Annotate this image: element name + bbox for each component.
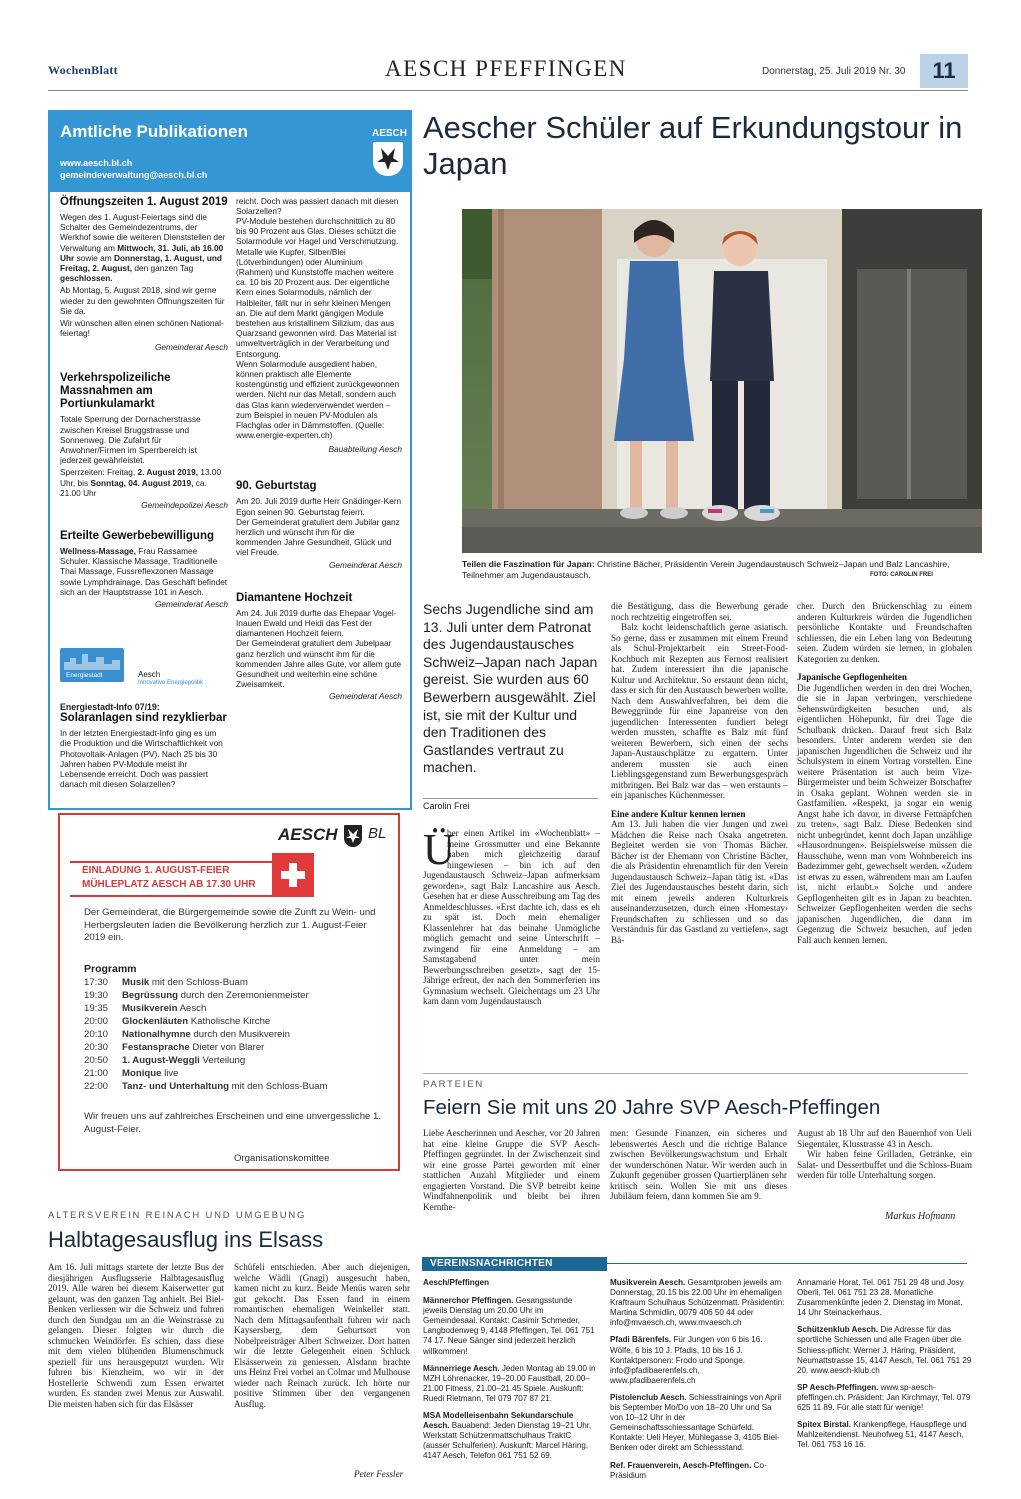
club-entry: Spitex Birstal. Krankenpflege, Hauspflege und Mahlzeitendienst. Neuhofweg 51, 4147 Aesch, Tel. 061 753 16 16. — [797, 1420, 967, 1450]
story-lead: Sechs Jugendliche sind am 13. Juli unter dem Patronat des Jugendaustausches Schweiz–Japan nach Japan gereist. Sie wurden aus 60 Bewerbern ausgewählt. Ziel ist, sie mit der Kultur und den Traditionen des Gastlandes vertraut zu machen. — [423, 601, 598, 776]
svp-signature: Markus Hofmann — [885, 1211, 956, 1222]
wedding-heading: Diamantene Hochzeit — [236, 591, 353, 604]
club-news-divider — [607, 1263, 967, 1264]
swiss-flag-icon — [272, 853, 314, 897]
official-publications-title: Amtliche Publikationen — [60, 122, 248, 141]
program-item: 17:30 Musik mit den Schloss-Buam — [84, 977, 248, 988]
club-news-column-1 — [423, 1278, 598, 1486]
birthday-heading: 90. Geburtstag — [236, 480, 317, 493]
page-number: 11 — [920, 54, 968, 88]
svp-divider — [423, 1073, 968, 1074]
program-item: 20:30 Festansprache Dieter von Blarer — [84, 1042, 265, 1053]
photo-credit: FOTO: CAROLIN FREI — [870, 572, 933, 578]
invitation-heading: EINLADUNG 1. AUGUST-FEIER — [82, 865, 230, 876]
energy-info-text-2: PV-Module bestehen durchschnittlich zu 80 bis 90 Prozent aus Glas. Dieses schützt die Solarmodule vor Hagel und Verschmutzung. Metalle wie Kupfer, Silber/Blei (Lötverbindungen) oder Aluminium (Rahmen) und Kunststoffe machen weitere ca. 10 bis 20 Prozent aus. Der eigentliche Kern eines Solarmoduls, nämlich der Halbleiter, fällt nur in sehr kleinen Mengen an. Die auf dem Markt gängigen Module bestehen aus kristallinem Silizium, das aus Quarzsand gewonnen wird. Das Material ist umweltverträglich in der Verarbeitung und Entsorgung. — [236, 216, 399, 359]
invitation-location: MÜHLEPLATZ AESCH AB 17.30 UHR — [82, 879, 256, 890]
program-item: 19:35 Musikverein Aesch — [84, 1003, 207, 1014]
photo-caption: Teilen die Faszination für Japan: Christine Bächer, Präsidentin Verein Jugendaustausch Schweiz–Japan und Balz Lancashire, Teilnehmer am Jugendaustausch. — [462, 559, 950, 580]
opening-hours-heading: Öffnungszeiten 1. August 2019 — [60, 196, 228, 208]
club-news-column-3 — [797, 1278, 972, 1486]
program-item: 19:30 Begrüssung durch den Zeremonienmeister — [84, 990, 309, 1001]
program-item: 21:00 Monique live — [84, 1068, 179, 1079]
opening-hours-text: Wegen des 1. August-Feiertags sind die Schalter des Gemeindezentrums, der Werkhof sowie die weiteren Dienststellen der Verwaltung am Mittwoch, 31. Juli, ab 16.00 Uhr sowie am Donnerstag, 1. August, und Freitag, 2. August, den ganzen Tag geschlossen. — [60, 212, 226, 284]
program-item: 20:50 1. August-Weggli Verteilung — [84, 1055, 246, 1066]
club-news-column-2 — [610, 1278, 786, 1486]
business-permit-signature: Gemeinderat Aesch — [154, 599, 228, 610]
svp-column-1: Liebe Aescherinnen und Aescher, vor 20 Jahren hat eine kleine Gruppe die SVP Aesch-Pfeffingen gegründet. In der Zwischenzeit sind wir eine grosse Partei geworden mit einer stattlichen Anzahl Mitglieder und einem engagierten Vorstand. Die SVP betreibt keine Windfahnenpolitik und bleibt bei ihren Kernthe- — [423, 1128, 600, 1212]
business-permit-heading: Erteilte Gewerbebewilligung — [60, 530, 215, 543]
invitation-outro: Wir freuen uns auf zahlreiches Erscheinen und eine unvergessliche 1. August-Feier. — [84, 1111, 382, 1135]
traffic-times: Sperrzeiten: Freitag, 2. August 2019, 13.00 Uhr, bis Sonntag, 04. August 2019, ca. 21.00 Uhr — [60, 467, 222, 498]
main-headline: Aescher Schüler auf Erkundungstour in Japan — [423, 110, 963, 181]
august-invitation-box — [58, 813, 400, 1171]
energiestadt-tagline: Innovative Energiepolitik — [138, 680, 204, 686]
email-link[interactable]: gemeindeverwaltung@aesch.bl.ch — [60, 170, 208, 180]
aesch-crest-icon — [373, 142, 403, 176]
program-item: 20:00 Glockenläuten Katholische Kirche — [84, 1016, 271, 1027]
svp-kicker: PARTEIEN — [423, 1079, 485, 1090]
aesch-crest-icon — [344, 825, 362, 847]
energy-info-continued: reicht. Doch was passiert danach mit diesen Solarzellen? — [236, 196, 399, 217]
business-permit-text: Wellness-Massage, Frau Rassamee Schuler. Klassische Massage, Traditionelle Thai Massage, Fussreflexzonen Massage sowie Lymphdrainage. Das Geschäft befindet sich an der Hauptstrasse 101 in Aesch. — [60, 546, 228, 597]
club-entry: Pistolenclub Aesch. Schiesstrainings von April bis September Mo/Do von 18–20 Uhr und Sa von 10–12 Uhr in der Gemeinschaftsschiessanlage Schürfeld. Kontakte: Ueli Heyer, Mühlegasse 3, 4105 Biel-Benken oder direkt am Schiessstand. — [610, 1392, 782, 1453]
energy-info-article — [60, 702, 228, 790]
club-entry: Schützenklub Aesch. Die Adresse für das sportliche Schiessen und alle Fragen über die Schiess-pflicht: Werner J. Häring, Präsident, Neumattstrasse 15, 4147 Aesch, Tel. 061 751 29 20. www.aesch-klub.ch — [797, 1325, 972, 1375]
svp-headline: Feiern Sie mit uns 20 Jahre SVP Aesch-Pfeffingen — [423, 1096, 881, 1119]
birthday-text-1: Am 20. Juli 2019 durfte Herr Gnädinger-Kern Egon seinen 90. Geburtstag feiern. — [236, 496, 402, 517]
energy-info-signature: Bauabteilung Aesch — [328, 444, 402, 455]
birthday-text-2: Der Gemeinderat gratuliert dem Jubilar ganz herzlich und wünscht ihm für die kommenden Jahre Gesundheit, Glück und viel Freude. — [236, 516, 400, 558]
energy-info-text-1: In der letzten Energiestadt-Info ging es um die Produktion und die Wirtschaftlichkeit von Photovoltaik-Anlagen (PV). Nach 25 bis 30 Jahren haben PV-Module meist ihr Lebensende erreicht. Doch was passiert danach mit diesen Solarzellen? — [60, 728, 223, 790]
club-entry: Annamarie Horat, Tel. 061 751 29 48 und Josy Oberli, Tel. 061 751 23 28. Monatliche Zusammenkünfte jeden 2. Dienstag im Monat, 14 Uhr Steinackerhaus. — [797, 1278, 964, 1318]
club-news-section: Aesch/Pfeffingen — [423, 1278, 490, 1287]
issue-date: Donnerstag, 25. Juli 2019 Nr. 30 — [762, 66, 906, 77]
official-column-right — [236, 196, 402, 701]
altersverein-headline: Halbtagesausflug ins Elsass — [48, 1227, 324, 1252]
story-column-3: cher. Durch den Brückenschlag zu einem anderen Kulturkreis würden die Jugendlichen persönliche Kontakte und Freundschaften schliessen, die ein Leben lang von Bedeutung seien. Zudem würden sie lernen, in globalen Kategorien zu denken. Japanische Gepflogenheiten Die Jugendlichen werden in den drei Wochen, die sie in Japan verbringen, verschiedene Sehenswürdigkeiten besuchen und, als eigentlichen Höhepunkt, für drei Tage die Schulbank drücken. Darauf freut sich Balz besonders. Unter anderem werden sie den japanischen Jugendlichen die Schweiz und ihr Schulsystem in einem Vortrag vorstellen. Eine weitere Präsentation ist auch beim Vize-Bürgermeister und beim Schweizer Botschafter in Osaka geplant. Wohnen werden sie in Gastfamilien. «Respekt, ja sogar ein wenig Angst habe ich davor, in diverse Fettnäpfchen zu treten», sagt Balz. Diese Bedenken sind nicht unbegründet, kennt doch Japan unzählige «Hausordnungen». Beispielsweise müssen die Hausschuhe, wenn man vom Wohnbereich ins Badezimmer geht, gewechselt werden. «Zudem ist etwas zu essen, währendem man am Laufen ist, nicht erlaubt.» Solche und andere Gepflogenheiten gilt es in Japan zu beachten. Schweizer Gepflogenheiten werden die sechs japanischen Jugendlichen, die dann im Gegenzug die Schweiz besuchen, auf jeden Fall auch kennen lernen. — [797, 601, 973, 945]
club-news-bar — [422, 1257, 607, 1271]
aesch-badge: AESCH — [372, 128, 408, 139]
wedding-text-2: Der Gemeinderat gratuliert dem Jubelpaar ganz herzlich und wünscht ihm für die kommenden Jahre alles Gute, vor allem gute Gesundheit und weiterhin eine schöne Zweisamkeit. — [236, 638, 402, 690]
program-title: Programm — [84, 963, 137, 975]
energiestadt-place: Aesch — [138, 670, 161, 679]
invitation-organizer: Organisationskomittee — [234, 1153, 330, 1164]
invitation-intro: Der Gemeinderat, die Bürgergemeinde sowie die Zunft zu Wein- und Herbergsleuten laden die Bevölkerung herzlich zur 1. August-Feier 2019 ein. — [84, 907, 376, 943]
bl-brand: BL — [368, 825, 387, 842]
svp-column-3: August ab 18 Uhr auf den Bauernhof von Ueli Siegentaler, Klusstrasse 43 in Aesch. Wir haben feine Grilladen, Getränke, ein Salat- und Dessertbuffet und die Schloss-Buam werden für tolle Unterhaltung sorgen. — [797, 1128, 972, 1180]
program-item: 22:00 Tanz- und Unterhaltung mit den Schloss-Buam — [84, 1081, 328, 1092]
energy-info-heading: Solaranlagen sind rezyklierbar — [60, 712, 227, 725]
club-entry: Musikverein Aesch. Gesamtproben jeweils am Donnerstag, 20.15 bis 22.00 Uhr im ehemaligen Kraftraum Schulhaus Schützenmatt. Präsidentin: Martina Schmidlin, 0079 406 50 44 oder info@mvaesch.ch, www.mvaesch.ch — [610, 1278, 785, 1328]
traffic-text: Totale Sperrung der Dornacherstrasse zwischen Kreisel Bruggstrasse und Sonnenweg. Die Zufahrt für Anwohner/Firmen im Sperrbereich ist jederzeit gewährleistet. — [60, 414, 201, 466]
traffic-signature: Gemeindepolizei Aesch — [141, 500, 228, 511]
story-column-1: ber einen Artikel im «Wochenblatt» – meine Grossmutter und eine Bekannte haben mich gleichzeitig darauf hingewiesen – bin ich auf den Jugendaustausch Schweiz–Japan aufmerksam geworden», sagt Balz Lancashire aus Aesch. Gesehen hat er diese Ausschreibung am Tag des Anmeldeschlusses. «Erst dachte ich, dass es eh zu spät ist. Doch mein ehemaliger Klassenlehrer hat das beinahe Unmögliche möglich gemacht und seine Unterschrift – zwingend für eine Anmeldung – am Samstagabend unter mein Bewerbungsschreiben gesetzt», sagt der 15-Jährige erfreut, der nach den Sommerferien ins Gymnasium wechselt. Gleichentags um 23 Uhr kam dann vom Jugendaustausch — [423, 828, 600, 1006]
opening-hours-text-3: Wir wünschen allen einen schönen National-feiertag! — [60, 318, 224, 339]
club-entry: Pfadi Bärenfels. Für Jungen von 6 bis 16. Wölfe, 6 bis 10 J. Pfadis, 10 bis 16 J. Kontaktpersonen: Frodo und Sponge. info@pfadibaerenfels.ch, www.pfadibaerenfels.ch — [610, 1335, 763, 1385]
birthday-signature: Gemeinderat Aesch — [328, 559, 402, 570]
official-publications-box — [48, 110, 412, 810]
story-author: Carolin Frei — [423, 801, 470, 811]
drop-cap: Ü — [423, 825, 455, 874]
energy-info-text-3: Wenn Solarmodule ausgedient haben, können praktisch alle Elemente kostengünstig und effizient zurückgewonnen werden. Nicht nur das Metall, sondern auch das Glas kann wiederverwendet werden – zum Beispiel in neuen PV-Modulen als Flachglas oder in Dämmstoffen. (Quelle: www.energie-experten.ch) — [236, 358, 400, 441]
opening-hours-text-2: Ab Montag, 5. August 2018, sind wir gerne wieder zu den gewohnten Öffnungszeiten für Sie da. — [60, 285, 225, 316]
red-divider — [70, 861, 280, 863]
club-entry: Männerriege Aesch. Jeden Montag ab 19.00 in MZH Löhrenacker, 19–20.00 Faustball, 20.00–21.00 Fitness, 21.00–21.45 Spiele. Auskunft: Ruedi Rietmann, Tel 079 707 87 21. — [423, 1363, 596, 1403]
program-item: 20:10 Nationalhymne durch den Musikverein — [84, 1029, 290, 1040]
traffic-heading: Verkehrspolizeiliche Massnahmen am Portiunkulamarkt — [60, 372, 171, 411]
energiestadt-label: Energiestadt — [66, 672, 103, 679]
opening-hours-signature: Gemeinderat Aesch — [154, 342, 228, 353]
altersverein-column-2: Schüfeli entschieden. Aber auch diejenigen, welche Wädli (Gnagi) ausgesucht haben, kamen nicht zu kurz. Beide Menüs waren sehr gut gekocht. Das Essen fand in einem romantischen ehemaligen Weinkeller statt. Nach dem Mittagsaufenthalt fuhren wir nach Kaysersberg, dem Geburtsort von Nobelpreisträger Albert Schweizer. Dort hatten wir die letzte Gelegenheit einen Schluck Elsässerwein zu geniessen. Alsdann brachte uns Heinz Frei vorbei an Colmar und Mulhouse wieder nach Reinach zurück. Ich hörte nur positive Stimmen über den vergangenen Ausflug. — [234, 1262, 410, 1409]
wedding-signature: Gemeinderat Aesch — [328, 691, 402, 702]
website-link[interactable]: www.aesch.bl.ch — [60, 158, 133, 168]
masthead-divider — [48, 90, 968, 91]
altersverein-column-1: Am 16. Juli mittags startete der letzte Bus der diesjährigen Ausflugsserie Halbtagesausflug 2019. Alle waren bei diesem Kaiserwetter gut gelaunt, was den ganzen Tag anhielt. Bei Biel-Benken verliessen wir die Schweiz und fuhren durch den Sundgau um an die Weinstrasse zu gelangen. Dieser folgten wir durch die schmucken Weindörfer. Es schien, dass diese mit dem vielen blühenden Blumenschmuck speziell für uns herausgeputzt wurden. Wir fuhren bis Kienzheim, wo wir in der Hostellerie Schwendi zum Essen erwartet wurden. Es standen zwei Menus zur Auswahl. Die meisten haben sich für das Elsässer — [48, 1262, 224, 1409]
author-divider — [423, 798, 598, 799]
altersverein-signature: Peter Fessler — [354, 1469, 404, 1479]
svp-column-2: men: Gesunde Finanzen, ein sicheres und lebenswertes Aesch und die richtige Balance zwischen Bevölkerungswachstum und Erhalt der wunderschönen Natur. Wir werden auch in Zukunft gegenüber grossen Quartierplänen sehr kritisch sein. Wollen Sie mit uns dieses Jubiläum feiern, dann kommen Sie am 9. — [610, 1128, 787, 1201]
story-photo — [462, 209, 982, 553]
club-entry: Ref. Frauenverein, Aesch-Pfeffingen. Co-Präsidium — [610, 1460, 767, 1480]
section-title: AESCH PFEFFINGEN — [385, 56, 627, 81]
club-news-title: VEREINSNACHRICHTEN — [430, 1258, 553, 1269]
aesch-brand: AESCH — [278, 825, 338, 844]
club-entry: MSA Modelleisenbahn Sekundarschule Aesch. Bauabend: Jeden Dienstag 19–21 Uhr, Werkstatt Schützenmattschulhaus TraktC (ausser Schulferien). Auskunft: Marcel Häring, 4147 Aesch, Telefon 061 751 52 69. — [423, 1411, 592, 1461]
energy-info-kicker: Energiestadt-Info 07/19: — [60, 702, 160, 712]
altersverein-kicker: ALTERSVEREIN REINACH UND UMGEBUNG — [48, 1210, 307, 1221]
story-column-2: die Bestätigung, dass die Bewerbung gerade noch rechtzeitig eingetroffen sei. Balz kocht leidenschaftlich gerne asiatisch. So gerne, dass er zusammen mit einem Freund als Schul-Projektarbeit ein Street-Food-Kochbuch mit Rezepten aus Fernost realisiert hat. Zudem interessiert ihn die japanische Kultur und Architektur. So erstaunt denn nicht, dass er sich für den Austausch bewerben wollte. Nach dem Auswahlverfahren, bei dem die Beweggründe für eine Japanreise von den jugendlichen Interessenten fundiert belegt werden mussten, schaffte es Balz mit fünf weiteren Bewerbern, sich einen der sechs Japan-Austauschplätze zu ergattern. Unter anderem mussten sie auch einen Lieblingsgegenstand zum Bewerbungsgespräch mitbringen. Bei Balz war das – wen erstaunts – ein japanisches Küchenmesser. Eine andere Kultur kennen lernen Am 13. Juli haben die vier Jungen und zwei Mädchen die Reise nach Osaka angetreten. Begleitet werden sie von Thomas Bächer. Bächer ist der Ehemann von Christine Bächer, die als Präsidentin ehrenamtlich für den Verein Jugendaustausch Schweiz–Japan tätig ist. «Das Ziel des Jugendaustausches besteht darin, sich mit einem jeweils anderen Kulturkreis auseinanderzusetzen, durch einen ‹Homestay› Freundschaften zu schliessen und so das Verständnis für das Gastland zu vertiefen», sagt Bä- — [611, 601, 788, 945]
official-column-left — [60, 196, 228, 609]
newspaper-logo: WochenBlatt — [48, 63, 118, 77]
official-publications-header — [50, 112, 410, 192]
red-divider — [70, 895, 280, 897]
club-entry: Männerchor Pfeffingen. Gesangsstunde jeweils Dienstag um 20.00 Uhr im Gemeindesaal. Kontakt: Casimir Schmeder, Langbodenweg 9, 4148 Pfeffingen, Tel. 061 751 74 17. Neue Sänger sind jederzeit herzlich willkommen! — [423, 1296, 595, 1356]
wedding-text-1: Am 24. Juli 2019 durfte das Ehepaar Vogel-Inauen Ewald und Heidi das Fest der diamantenen Hochzeit feiern. — [236, 607, 397, 639]
club-entry: SP Aesch-Pfeffingen. www.sp-aesch-pfeffingen.ch. Präsident: Jan Kirchmayr, Tel. 079 625 11 89. Für alle statt für wenige! — [797, 1382, 971, 1413]
